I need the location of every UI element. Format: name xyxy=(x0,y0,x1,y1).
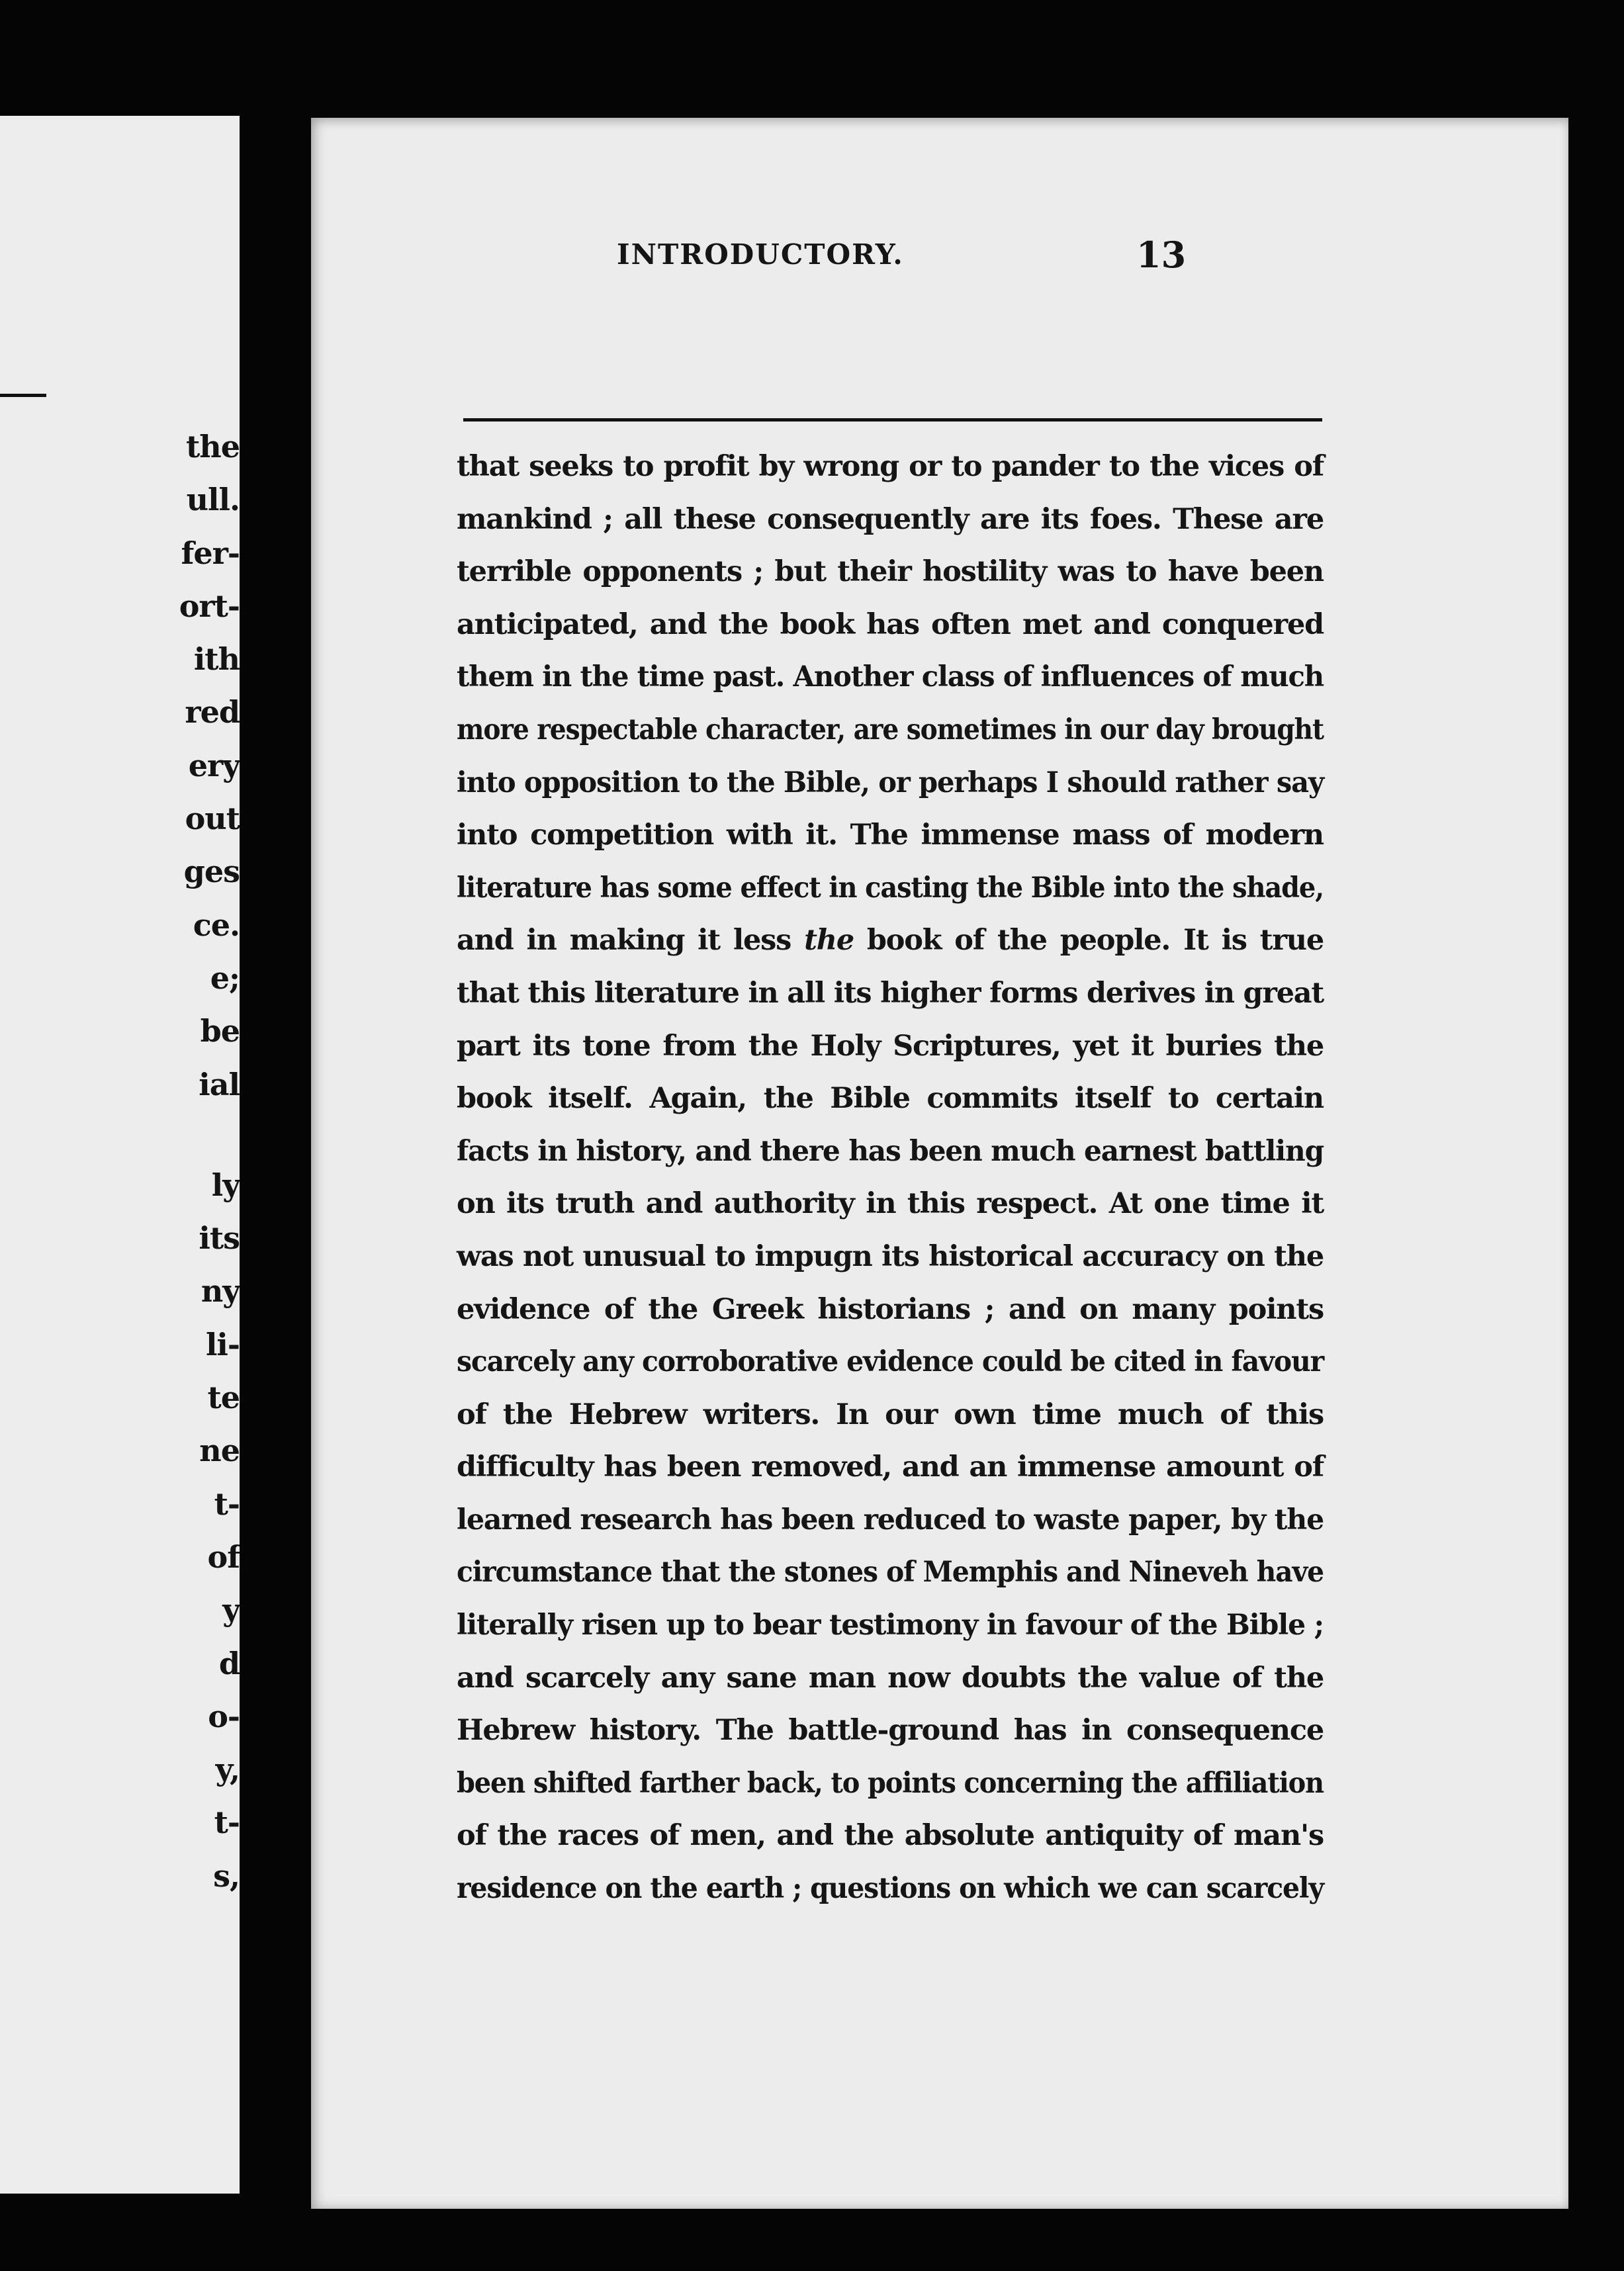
text-line-content: book itself. Again, the Bible commits itself to certain xyxy=(457,1082,1324,1116)
text-line-content: of the races of men, and the absolute antiquity of man's xyxy=(457,1819,1324,1853)
text-line xyxy=(457,1757,1324,1810)
text-line xyxy=(457,1493,1324,1546)
left-page-line-fragments xyxy=(15,420,240,1902)
body-text xyxy=(457,440,1324,1915)
left-page-fragment: fer- xyxy=(181,535,240,571)
text-line-content: literature has some effect in casting the Bible into the shade, xyxy=(457,871,1324,905)
text-line-content: residence on the earth ; questions on which we can scarcely xyxy=(457,1872,1324,1906)
left-page-fragment: ery xyxy=(188,747,240,783)
left-page-fragment: s, xyxy=(213,1857,240,1894)
left-page-fragment: the xyxy=(186,429,240,465)
left-page-fragment: te xyxy=(207,1380,240,1416)
left-page-fragment: ce. xyxy=(193,907,240,943)
left-page-fragment: be xyxy=(200,1013,240,1049)
text-line xyxy=(457,1230,1324,1283)
emphasized-word: the xyxy=(804,924,854,957)
text-line xyxy=(457,703,1324,756)
text-line xyxy=(457,756,1324,809)
text-line xyxy=(457,440,1324,493)
left-page-fragment: ort- xyxy=(179,588,240,624)
running-head-rule xyxy=(463,418,1322,422)
text-line xyxy=(457,1072,1324,1125)
text-line xyxy=(457,1125,1324,1178)
left-page-fragment: li- xyxy=(205,1326,240,1362)
text-line-content: was not unusual to impugn its historical accuracy on the xyxy=(457,1239,1324,1273)
text-line xyxy=(457,1283,1324,1336)
text-line-content: them in the time past. Another class of influences of much xyxy=(457,660,1324,694)
left-page-fragment: d xyxy=(218,1645,240,1681)
left-page-fragment: ny xyxy=(201,1273,240,1310)
text-line-content: anticipated, and the book has often met and conquered xyxy=(457,607,1324,641)
running-head-title: INTRODUCTORY. xyxy=(617,238,904,271)
left-page-fragment: red xyxy=(185,694,240,731)
text-line-content: terrible opponents ; but their hostility was to have been xyxy=(457,555,1324,589)
text-line xyxy=(457,809,1324,862)
left-page-fragment: e; xyxy=(210,959,240,996)
text-line xyxy=(457,650,1324,703)
left-page-fragment: ith xyxy=(193,641,240,678)
text-line-content: been shifted farther back, to points concerning the affiliation xyxy=(457,1766,1324,1800)
text-line-content: part its tone from the Holy Scriptures, yet it buries the xyxy=(457,1029,1324,1063)
text-line-content: that seeks to profit by wrong or to pander to the vices of xyxy=(457,450,1324,483)
left-page-fragment: ull. xyxy=(186,482,240,518)
left-page-fragment xyxy=(15,1111,240,1159)
text-line xyxy=(457,967,1324,1020)
left-page-fragment: ial xyxy=(199,1066,240,1102)
running-head xyxy=(146,228,1324,281)
text-line xyxy=(457,914,1324,967)
text-line-content: learned research has been reduced to waste paper, by the xyxy=(457,1503,1324,1536)
left-page-fragment: o- xyxy=(208,1698,240,1734)
left-page-fragment: of xyxy=(207,1538,240,1575)
text-line xyxy=(457,1177,1324,1230)
text-line xyxy=(457,1441,1324,1493)
text-line xyxy=(457,1599,1324,1652)
text-line-content: difficulty has been removed, and an immense amount of xyxy=(457,1450,1324,1484)
text-line xyxy=(457,1335,1324,1388)
text-line-content: of the Hebrew writers. In our own time much of this xyxy=(457,1398,1324,1431)
text-line-content: more respectable character, are sometimes in our day brought xyxy=(457,713,1324,746)
text-line-content: into competition with it. The immense mass of modern xyxy=(457,819,1324,852)
left-page-rule xyxy=(0,394,46,397)
left-page-fragment: ly xyxy=(211,1167,240,1203)
text-line xyxy=(457,493,1324,546)
text-line xyxy=(457,862,1324,914)
text-line-content: Hebrew history. The battle-ground has in consequence xyxy=(457,1714,1324,1748)
text-line-content: mankind ; all these consequently are its foes. These are xyxy=(457,502,1324,536)
text-line xyxy=(457,1809,1324,1862)
text-line xyxy=(457,1652,1324,1705)
left-facing-page xyxy=(0,116,240,2194)
left-page-fragment: out xyxy=(185,801,240,837)
left-page-fragment: y, xyxy=(215,1752,240,1788)
text-line-content: evidence of the Greek historians ; and on many points xyxy=(457,1292,1324,1326)
text-line xyxy=(457,1020,1324,1073)
text-line-content: circumstance that the stones of Memphis and Nineveh have xyxy=(457,1556,1324,1589)
left-page-fragment: y xyxy=(222,1592,240,1628)
text-line-content: that this literature in all its higher forms derives in great xyxy=(457,976,1324,1010)
left-page-fragment: t- xyxy=(214,1486,240,1522)
text-line xyxy=(457,1704,1324,1757)
text-line-content: scarcely any corroborative evidence could be cited in favour xyxy=(457,1345,1324,1379)
text-line xyxy=(457,1388,1324,1441)
left-page-fragment: ges xyxy=(183,854,240,890)
text-line xyxy=(457,598,1324,651)
left-page-fragment: t- xyxy=(214,1804,240,1841)
text-line-content: and scarcely any sane man now doubts the value of the xyxy=(457,1661,1324,1695)
text-line-content: literally risen up to bear testimony in favour of the Bible ; xyxy=(457,1609,1324,1642)
text-line xyxy=(457,1546,1324,1599)
text-line-content: and in making it less the book of the people. It is true xyxy=(457,924,1324,957)
page-number: 13 xyxy=(1136,234,1187,276)
text-line-content: facts in history, and there has been much earnest battling xyxy=(457,1134,1324,1168)
left-page-fragment: ne xyxy=(199,1433,240,1469)
text-line xyxy=(457,545,1324,598)
text-line-content: into opposition to the Bible, or perhaps I should rather say xyxy=(457,766,1324,799)
left-page-fragment: its xyxy=(199,1220,240,1257)
text-line xyxy=(457,1862,1324,1915)
text-line-content: on its truth and authority in this respect. At one time it xyxy=(457,1187,1324,1221)
